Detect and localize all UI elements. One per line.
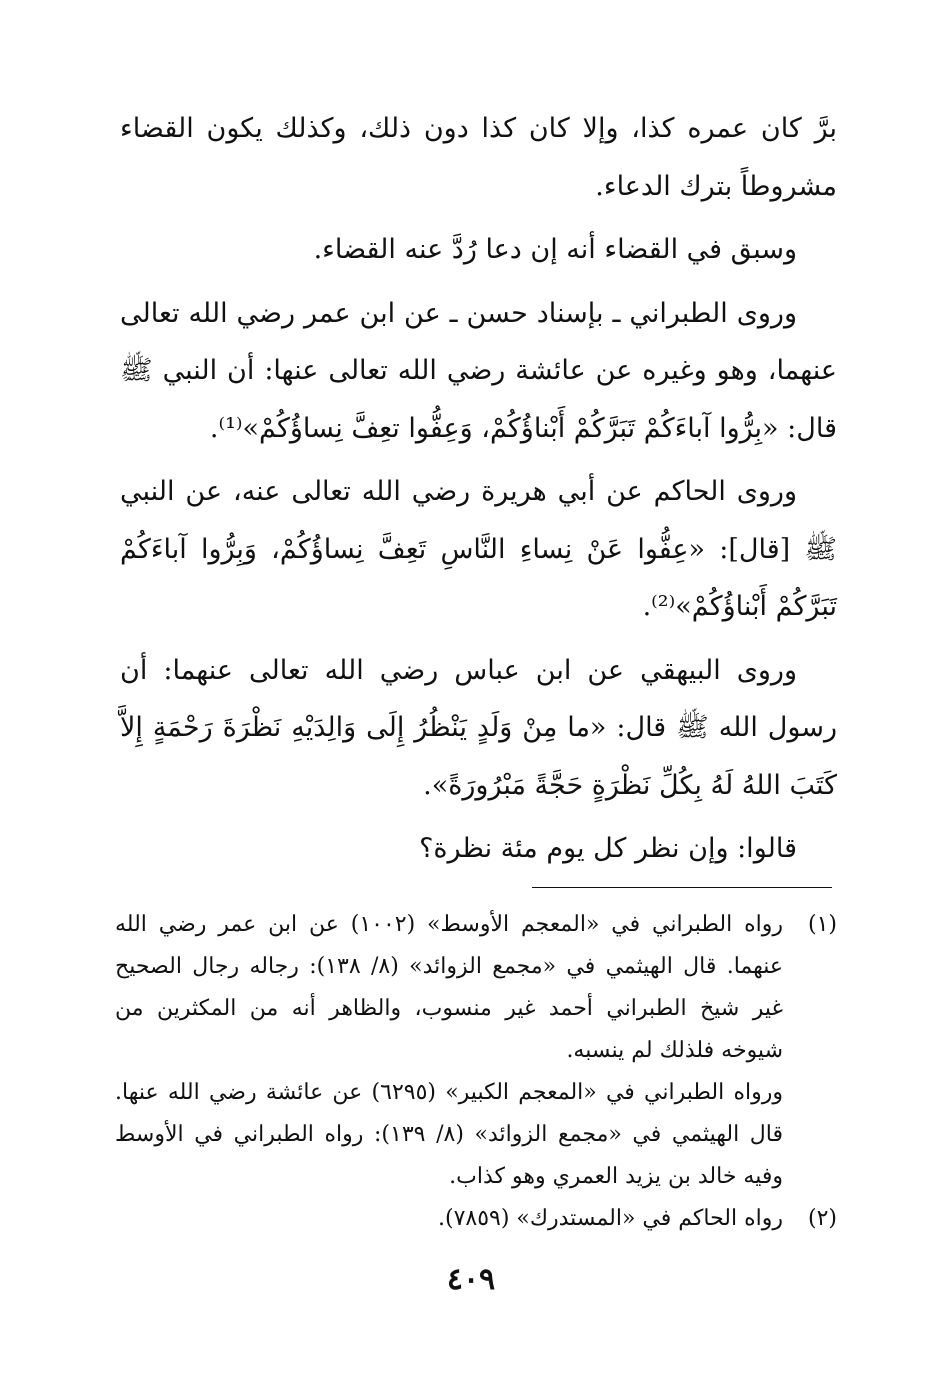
footnote-body xyxy=(115,904,783,1198)
page-number: ٤٠٩ xyxy=(446,1262,496,1297)
paragraph-4: وروى الحاكم عن أبي هريرة رضي الله تعالى عنه، عن النبي ﷺ [قال]: «عِفُّوا عَنْ نِساءِ النَّاسِ تَعِفَّ نِساؤُكُمْ، وَبِرُّوا آباءَكُمْ تَبَرَّكُمْ أَبْناؤُكُمْ»⁽²⁾. xyxy=(120,476,837,622)
paragraph-6: قالوا: وإن نظر كل يوم مئة نظرة؟ xyxy=(419,833,797,864)
footnote-number: (٢) xyxy=(807,1206,837,1231)
paragraph-3: وروى الطبراني ـ بإسناد حسن ـ عن ابن عمر رضي الله تعالى عنهما، وهو وغيره عن عائشة رضي الله تعالى عنها: أن النبي ﷺ قال: «بِرُّوا آباءَكُمْ تَبَرَّكُمْ أَبْناؤُكُمْ، وَعِفُّوا تعِفَّ نِساؤُكُمْ»⁽¹⁾. xyxy=(120,297,837,444)
footnote-separator xyxy=(532,887,832,888)
footnote-paragraph: ورواه الطبراني في «المعجم الكبير» (٦٢٩٥) عن عائشة رضي الله عنها. قال الهيثمي في «مجمع الزوائد» (٨/ ١٣٩): رواه الطبراني في الأوسط وفيه خالد بن يزيد العمري وهو كذاب. xyxy=(115,1080,783,1189)
footnote-paragraph: رواه الحاكم في «المستدرك» (٧٨٥٩). xyxy=(438,1206,783,1231)
paragraph-1: برَّ كان عمره كذا، وإلا كان كذا دون ذلك، وكذلك يكون القضاء مشروطاً بترك الدعاء. xyxy=(120,113,837,202)
paragraph-2: وسبق في القضاء أنه إن دعا رُدَّ عنه القضاء. xyxy=(313,234,797,265)
main-text xyxy=(120,100,837,884)
footnote-1 xyxy=(115,904,837,1198)
footnote-2 xyxy=(115,1198,837,1240)
footnote-number: (١) xyxy=(807,912,837,937)
paragraph-5: وروى البيهقي عن ابن عباس رضي الله تعالى عنهما: أن رسول الله ﷺ قال: «ما مِنْ وَلَدٍ يَنْظُرُ إِلَى وَالِدَيْهِ نَظْرَةَ رَحْمَةٍ إِلاَّ كَتَبَ اللهُ لَهُ بِكُلِّ نَظْرَةٍ حَجَّةً مَبْرُورَةً». xyxy=(120,654,837,801)
footnote-body xyxy=(115,1198,783,1240)
footnote-paragraph: رواه الطبراني في «المعجم الأوسط» (١٠٠٢) عن ابن عمر رضي الله عنهما. قال الهيثمي في «مجمع الزوائد» (٨/ ١٣٨): رجاله رجال الصحيح غير شيخ الطبراني أحمد غير منسوب، والظاهر أنه من المكثرين من شيوخه فلذلك لم ينسبه. xyxy=(115,912,784,1063)
footnotes xyxy=(115,904,837,1240)
